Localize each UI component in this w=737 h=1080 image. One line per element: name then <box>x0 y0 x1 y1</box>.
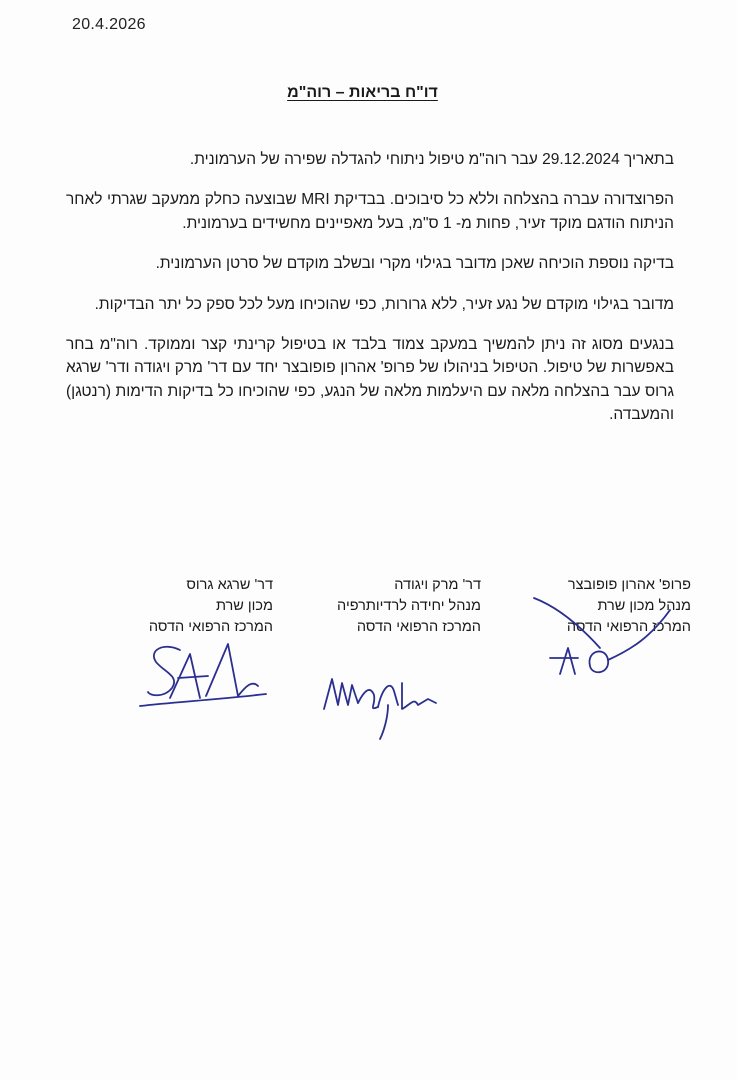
signatory-role: מנהל מכון שרת <box>597 598 691 614</box>
signatory-name: דר' מרק ויגודה <box>394 577 481 593</box>
signatory-role: מנהל יחידה לרדיותרפיה <box>337 598 481 614</box>
signature-gross <box>134 636 274 716</box>
signatory-block-gross <box>149 575 273 638</box>
document-body <box>66 148 674 444</box>
signature-popovtzer <box>520 588 690 688</box>
document-title <box>0 84 737 102</box>
signatory-block-vigoda <box>337 575 481 638</box>
paragraph-1: בתאריך 29.12.2024 עבר רוה"מ טיפול ניתוחי להגדלה שפירה של הערמונית. <box>189 151 674 168</box>
signatory-institution: המרכז הרפואי הדסה <box>356 619 481 635</box>
signatory-institution: המרכז הרפואי הדסה <box>566 619 691 635</box>
signatory-name: פרופ' אהרון פופובצר <box>567 577 691 593</box>
paragraph-3: בדיקה נוספת הוכיחה שאכן מדובר בגילוי מקרי ובשלב מוקדם של סרטן הערמונית. <box>155 255 674 273</box>
paragraph-5: בנגעים מסוג זה ניתן להמשיך במעקב צמוד בלבד או בטיפול קרינתי קצר וממוקד. רוה"מ בחר באפשרות של טיפול. הטיפול בניהולו של פרופ' אהרון פופובצר יחד עם דר' מרק ויגודה ודר' שרגא גרוס עבר בהצלחה מלאה עם היעלמות מלאה של הנגע, כפי שהוכיחו כל בדיקות הדימות (רנטגן) והמעבדה. <box>66 336 674 424</box>
signatory-institution: המרכז הרפואי הדסה <box>148 619 273 635</box>
signatory-role: מכון שרת <box>215 598 273 614</box>
document-title-text: דו"ח בריאות – רוה"מ <box>287 84 438 101</box>
paragraph-2: הפרוצדורה עברה בהצלחה וללא כל סיבוכים. בבדיקת MRI שבוצעה כחלק ממעקב שגרתי לאחר הניתוח הודגם מוקד זעיר, פחות מ- 1 ס"מ, בעל מאפיינים מחשידים בערמונית. <box>66 191 674 232</box>
signature-vigoda <box>318 665 448 745</box>
document-date: 20.4.2026 <box>72 16 146 33</box>
paragraph-4: מדובר בגילוי מוקדם של נגע זעיר, ללא גרורות, כפי שהוכיחו מעל לכל ספק כל יתר הבדיקות. <box>94 295 674 313</box>
signatory-name: דר' שרגא גרוס <box>186 577 273 593</box>
